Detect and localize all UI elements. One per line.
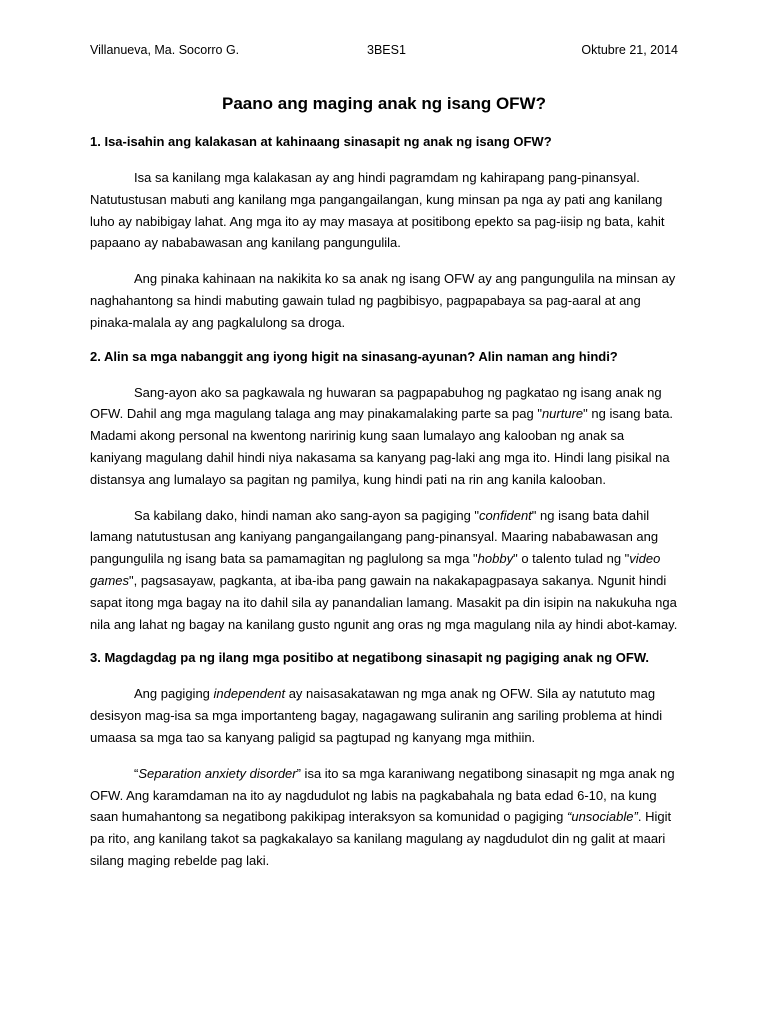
- text-run: “: [134, 765, 139, 781]
- text-run: " o talento tulad ng ": [513, 551, 630, 567]
- author-name: Villanueva, Ma. Socorro G.: [90, 43, 240, 57]
- text-run: ", pagsasayaw, pagkanta, at iba-iba pang gawain na nakakapagpasaya sakanya. Ngunit hindi sapat itong mga bagay na ito dahil sila ay panandalian lamang. Masakit pa din isipin na nakukuha nga nila ang lahat ng bagay na kanilang gusto ngunit ang oras ng mga magulang nila ay hindi abot-kamay.: [90, 572, 678, 632]
- text-run: Sa kabilang dako, hindi naman ako sang-ayon sa pagiging ": [134, 507, 480, 523]
- paragraph: [90, 763, 678, 872]
- paragraph: [90, 268, 678, 333]
- text-run: Sang-ayon ako sa pagkawala ng huwaran sa pagpapabuhog ng pagkatao ng isang anak ng OFW. Dahil ang mga magulang talaga ang may pinakamalaking parte sa pag ": [90, 384, 662, 422]
- document-body: [90, 133, 678, 872]
- text-run: Ang pagiging: [134, 686, 214, 702]
- text-run: " ng isang bata dahil lamang natutustusan ang kaniyang pangangailangang pang-pinansyal. Maaring nababawasan ang pangungulila ng isang bata sa pamamagitan ng paglulong sa mga ": [90, 507, 659, 567]
- document-date: Oktubre 21, 2014: [581, 43, 678, 57]
- paragraph: [90, 382, 678, 491]
- italic-term: nurture: [541, 406, 584, 422]
- paragraph: [90, 683, 678, 748]
- question-3: 3. Magdagdag pa ng ilang mga positibo at negatibong sinasapit ng pagiging anak ng OFW.: [90, 650, 650, 666]
- question-2: 2. Alin sa mga nabanggit ang iyong higit na sinasang-ayunan? Alin naman ang hindi?: [90, 348, 618, 364]
- paragraph: [90, 505, 678, 636]
- document-header: [90, 43, 678, 63]
- italic-term: confident: [479, 507, 532, 523]
- paragraph: [90, 167, 678, 254]
- text-run: ” isa ito sa mga karaniwang negatibong sinasapit ng mga anak ng OFW. Ang karamdaman na ito ay nagdudulot ng labis na pagkabahala ng bata edad 6-10, na kung saan humahantong sa negatibong pakikipag interaksyon sa komunidad o pagiging: [90, 765, 675, 825]
- text-run: . Higit pa rito, ang kanilang takot sa pagkakalayo sa kanilang magulang ay nagdudulot din ng galit at maari silang maging rebelde pag laki.: [90, 809, 672, 868]
- italic-term: video games: [90, 551, 661, 588]
- italic-term: “unsociable”: [567, 809, 638, 825]
- italic-term: hobby: [477, 551, 514, 567]
- question-1: 1. Isa-isahin ang kalakasan at kahinaang sinasapit ng anak ng isang OFW?: [90, 134, 552, 149]
- text-run: " ng isang bata. Madami akong personal na kwentong naririnig kung saan lumalayo ang kalooban ng anak sa kaniyang magulang dahil hindi niya nakasama sa kanyang pag-laki ang mga ito. Hindi lang pisikal na distansya ang lumalayo sa pagitan ng pamilya, kung hindi pati na rin ang kanila kalooban.: [90, 406, 674, 487]
- document-title: Paano ang maging anak ng isang OFW?: [222, 94, 546, 113]
- text-run: Isa sa kanilang mga kalakasan ay ang hindi pagramdam ng kahirapang pang-pinansyal. Natutustusan mabuti ang kanilang mga pangangailangan, kung minsan pa nga ay pati ang kanilang luho ay nabibigay lahat. Ang mga ito ay may masaya at positibong epekto sa pag-iisip ng bata, kahit papaano ay nababawasan ang kanilang pangungulila.: [90, 170, 665, 251]
- text-run: Ang pinaka kahinaan na nakikita ko sa anak ng isang OFW ay ang pangungulila na minsan ay naghahantong sa hindi mabuting gawain tulad ng pagbibisyo, pagpapabaya sa pag-aaral at ang pinaka-malala ay ang pagkalulong sa droga.: [90, 271, 676, 330]
- italic-term: independent: [213, 686, 286, 702]
- section-code: 3BES1: [367, 43, 406, 57]
- text-run: ay naisasakatawan ng mga anak ng OFW. Sila ay natututo mag desisyon mag-isa sa mga importanteng bagay, nagagawang suliranin ang sariling problema at hindi umaasa sa mga tao sa kanyang paligid sa pagtupad ng kanyang mga mithiin.: [90, 686, 663, 745]
- italic-term: Separation anxiety disorder: [138, 765, 297, 781]
